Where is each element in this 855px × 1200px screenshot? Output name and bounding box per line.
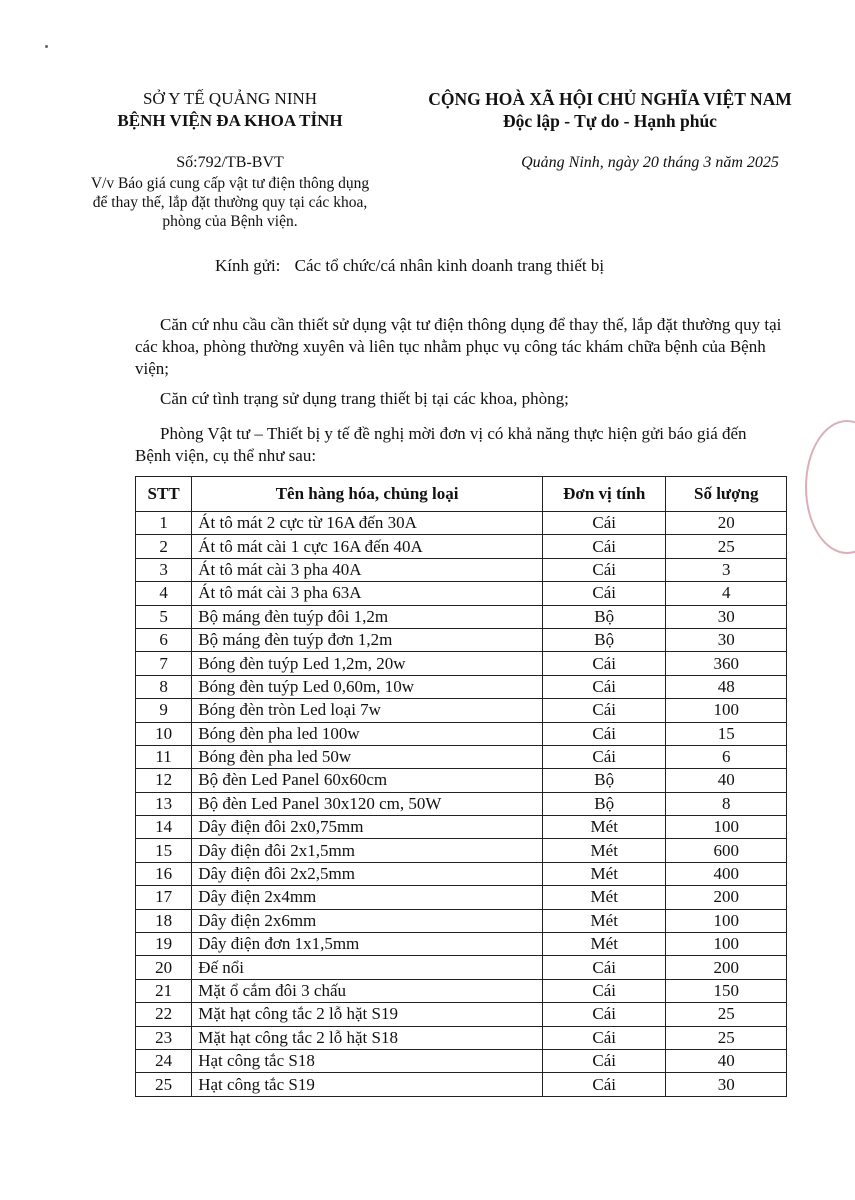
row-item-name: Bóng đèn pha led 100w — [192, 722, 543, 745]
table-row — [136, 512, 787, 535]
row-quantity: 150 — [666, 979, 787, 1002]
row-stt: 24 — [136, 1049, 192, 1072]
row-unit: Cái — [542, 745, 666, 768]
row-item-name: Dây điện đôi 2x1,5mm — [192, 839, 543, 862]
row-unit: Bộ — [542, 628, 666, 651]
row-item-name: Bộ đèn Led Panel 60x60cm — [192, 769, 543, 792]
row-unit: Cái — [542, 535, 666, 558]
row-item-name: Hạt công tắc S19 — [192, 1073, 543, 1096]
table-row — [136, 979, 787, 1002]
row-unit: Bộ — [542, 769, 666, 792]
row-unit: Bộ — [542, 792, 666, 815]
row-item-name: Bộ máng đèn tuýp đôi 1,2m — [192, 605, 543, 628]
row-unit: Cái — [542, 699, 666, 722]
row-item-name: Bóng đèn tuýp Led 0,60m, 10w — [192, 675, 543, 698]
table-row — [136, 558, 787, 581]
table-row — [136, 745, 787, 768]
row-unit: Cái — [542, 558, 666, 581]
table-row — [136, 605, 787, 628]
ministry-name: SỞ Y TẾ QUẢNG NINH — [142, 89, 318, 108]
row-stt: 14 — [136, 816, 192, 839]
row-item-name: Dây điện đơn 1x1,5mm — [192, 933, 543, 956]
table-row — [136, 628, 787, 651]
row-quantity: 360 — [666, 652, 787, 675]
row-quantity: 3 — [666, 558, 787, 581]
row-quantity: 25 — [666, 1003, 787, 1026]
row-quantity: 100 — [666, 699, 787, 722]
recipient-name: Các tổ chức/cá nhân kinh doanh trang thiết bị — [294, 256, 605, 275]
row-item-name: Dây điện 2x6mm — [192, 909, 543, 932]
row-stt: 16 — [136, 862, 192, 885]
subject-block — [70, 174, 390, 231]
row-stt: 9 — [136, 699, 192, 722]
subject-line-2: để thay thế, lắp đặt thường quy tại các khoa, — [92, 194, 368, 211]
row-quantity: 30 — [666, 1073, 787, 1096]
row-stt: 22 — [136, 1003, 192, 1026]
row-quantity: 30 — [666, 605, 787, 628]
recipient-label: Kính gửi: — [215, 256, 281, 275]
nation-name: CỘNG HOÀ XÃ HỘI CHỦ NGHĨA VIỆT NAM — [428, 89, 792, 109]
row-quantity: 100 — [666, 933, 787, 956]
table-row — [136, 1073, 787, 1096]
table-row — [136, 582, 787, 605]
table-row — [136, 816, 787, 839]
subject-line-3: phòng của Bệnh viện. — [162, 213, 298, 230]
row-quantity: 48 — [666, 675, 787, 698]
document-date: Quảng Ninh, ngày 20 tháng 3 năm 2025 — [521, 154, 779, 171]
row-quantity: 30 — [666, 628, 787, 651]
row-item-name: Đế nổi — [192, 956, 543, 979]
row-unit: Cái — [542, 675, 666, 698]
row-stt: 6 — [136, 628, 192, 651]
row-quantity: 25 — [666, 1026, 787, 1049]
row-quantity: 200 — [666, 886, 787, 909]
row-unit: Mét — [542, 909, 666, 932]
row-item-name: Mặt hạt công tắc 2 lỗ hặt S19 — [192, 1003, 543, 1026]
row-stt: 20 — [136, 956, 192, 979]
recipient-line — [215, 256, 614, 276]
row-stt: 12 — [136, 769, 192, 792]
table-row — [136, 839, 787, 862]
subject-line-1: V/v Báo giá cung cấp vật tư điện thông dụng — [90, 175, 370, 192]
row-stt: 3 — [136, 558, 192, 581]
header-item-name: Tên hàng hóa, chủng loại — [192, 477, 543, 512]
row-unit: Cái — [542, 722, 666, 745]
row-quantity: 600 — [666, 839, 787, 862]
header-unit: Đơn vị tính — [542, 477, 666, 512]
paragraph-basis-needs: Căn cứ nhu cầu cần thiết sử dụng vật tư điện thông dụng để thay thế, lắp đặt thường quy tại các khoa, phòng thường xuyên và liên tục nhằm phục vụ công tác khám chữa bệnh của Bệnh viện; — [135, 315, 782, 378]
paragraph-request: Phòng Vật tư – Thiết bị y tế đề nghị mời đơn vị có khả năng thực hiện gửi báo giá đến Bệnh viện, cụ thể như sau: — [135, 424, 747, 465]
table-row — [136, 862, 787, 885]
header-quantity: Số lượng — [666, 477, 787, 512]
row-item-name: Át tô mát cài 3 pha 40A — [192, 558, 543, 581]
row-quantity: 40 — [666, 769, 787, 792]
row-quantity: 400 — [666, 862, 787, 885]
row-stt: 13 — [136, 792, 192, 815]
row-stt: 10 — [136, 722, 192, 745]
row-stt: 18 — [136, 909, 192, 932]
row-unit: Cái — [542, 1026, 666, 1049]
row-stt: 19 — [136, 933, 192, 956]
row-item-name: Dây điện đôi 2x2,5mm — [192, 862, 543, 885]
row-stt: 1 — [136, 512, 192, 535]
table-body — [136, 512, 787, 1097]
row-item-name: Át tô mát cài 3 pha 63A — [192, 582, 543, 605]
document-number: Số:792/TB-BVT — [176, 154, 284, 171]
row-quantity: 20 — [666, 512, 787, 535]
items-table — [135, 476, 787, 1097]
row-item-name: Dây điện 2x4mm — [192, 886, 543, 909]
row-item-name: Mặt hạt công tắc 2 lỗ hặt S18 — [192, 1026, 543, 1049]
row-unit: Bộ — [542, 605, 666, 628]
row-unit: Cái — [542, 1073, 666, 1096]
row-item-name: Bộ đèn Led Panel 30x120 cm, 50W — [192, 792, 543, 815]
row-quantity: 6 — [666, 745, 787, 768]
row-quantity: 200 — [666, 956, 787, 979]
header-stt: STT — [136, 477, 192, 512]
row-quantity: 40 — [666, 1049, 787, 1072]
table-row — [136, 535, 787, 558]
row-stt: 4 — [136, 582, 192, 605]
row-quantity: 15 — [666, 722, 787, 745]
row-stt: 21 — [136, 979, 192, 1002]
row-item-name: Hạt công tắc S18 — [192, 1049, 543, 1072]
row-quantity: 100 — [666, 909, 787, 932]
row-quantity: 25 — [666, 535, 787, 558]
table-row — [136, 792, 787, 815]
scan-speck — [45, 45, 48, 48]
row-quantity: 8 — [666, 792, 787, 815]
row-item-name: Bóng đèn tuýp Led 1,2m, 20w — [192, 652, 543, 675]
row-quantity: 4 — [666, 582, 787, 605]
row-unit: Mét — [542, 816, 666, 839]
row-unit: Cái — [542, 979, 666, 1002]
table-row — [136, 886, 787, 909]
row-unit: Mét — [542, 886, 666, 909]
row-quantity: 100 — [666, 816, 787, 839]
row-unit: Cái — [542, 1003, 666, 1026]
row-item-name: Mặt ổ cắm đôi 3 chấu — [192, 979, 543, 1002]
row-item-name: Át tô mát cài 1 cực 16A đến 40A — [192, 535, 543, 558]
row-unit: Mét — [542, 839, 666, 862]
organization-header — [100, 88, 360, 132]
row-stt: 2 — [136, 535, 192, 558]
row-stt: 23 — [136, 1026, 192, 1049]
row-unit: Cái — [542, 956, 666, 979]
table-row — [136, 1049, 787, 1072]
paragraph-basis-status: Căn cứ tình trạng sử dụng trang thiết bị tại các khoa, phòng; — [160, 389, 569, 408]
red-seal-stamp — [805, 420, 855, 554]
row-stt: 25 — [136, 1073, 192, 1096]
table-row — [136, 675, 787, 698]
row-item-name: Dây điện đôi 2x0,75mm — [192, 816, 543, 839]
row-stt: 5 — [136, 605, 192, 628]
row-unit: Cái — [542, 652, 666, 675]
table-header-row — [136, 477, 787, 512]
row-unit: Cái — [542, 582, 666, 605]
row-stt: 7 — [136, 652, 192, 675]
row-unit: Cái — [542, 512, 666, 535]
table-row — [136, 933, 787, 956]
row-unit: Cái — [542, 1049, 666, 1072]
row-item-name: Bộ máng đèn tuýp đơn 1,2m — [192, 628, 543, 651]
row-stt: 8 — [136, 675, 192, 698]
table-row — [136, 699, 787, 722]
row-item-name: Bóng đèn pha led 50w — [192, 745, 543, 768]
table-row — [136, 722, 787, 745]
row-unit: Mét — [542, 933, 666, 956]
row-item-name: Át tô mát 2 cực từ 16A đến 30A — [192, 512, 543, 535]
table-row — [136, 652, 787, 675]
table-row — [136, 1026, 787, 1049]
table-row — [136, 956, 787, 979]
row-stt: 17 — [136, 886, 192, 909]
row-stt: 15 — [136, 839, 192, 862]
table-row — [136, 1003, 787, 1026]
row-stt: 11 — [136, 745, 192, 768]
table-row — [136, 909, 787, 932]
national-header — [400, 88, 820, 132]
hospital-name: BỆNH VIỆN ĐA KHOA TỈNH — [117, 111, 343, 130]
motto: Độc lập - Tự do - Hạnh phúc — [503, 111, 717, 131]
table-row — [136, 769, 787, 792]
row-item-name: Bóng đèn tròn Led loại 7w — [192, 699, 543, 722]
row-unit: Mét — [542, 862, 666, 885]
